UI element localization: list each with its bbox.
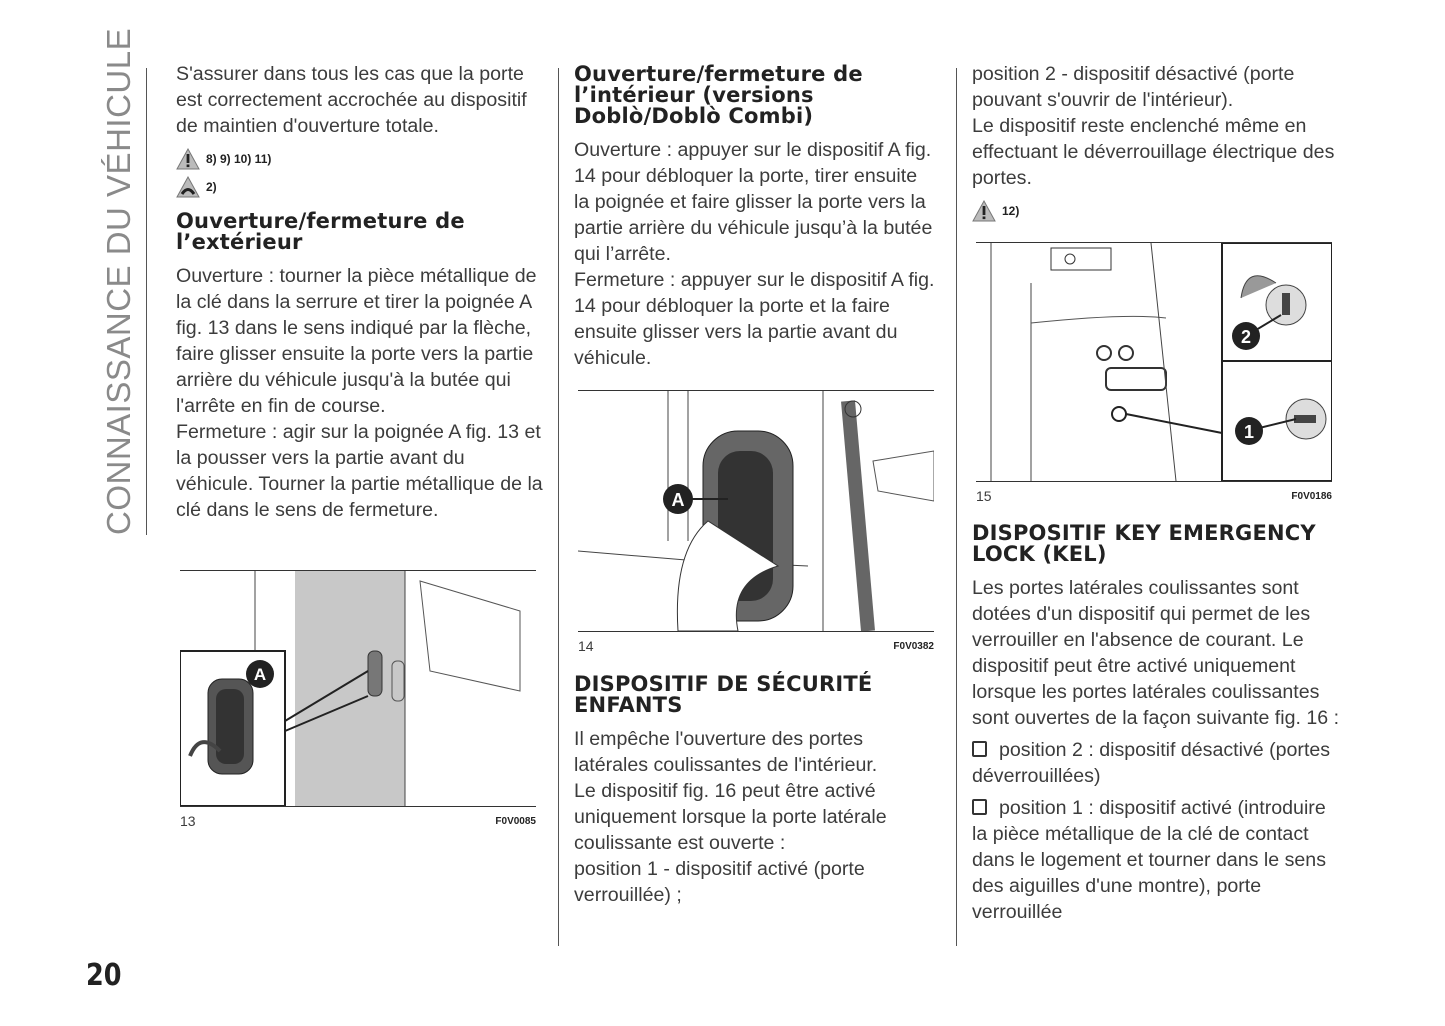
warning-refs: 8) 9) 10) 11) [206,152,272,166]
paragraph-opening: Ouverture : tourner la pièce métallique de la clé dans la serrure et tirer la poignée A fig. 13 dans le sens indiqué par la flèche, faire glisser ensuite la porte vers la partie arrière du véhicule jusqu'à la butée qui l'arrête en fin de course. [176,265,537,417]
checkbox-bullet-icon [972,741,987,757]
heading-kel: DISPOSITIF KEY EMERGENCY LOCK (KEL) [972,521,1316,566]
callout-1: 1 [1243,422,1255,442]
warning-icon [972,200,996,222]
callout-a: A [671,490,685,510]
paragraph-position-1: position 1 - dispositif activé (porte verrouillée) ; [574,858,865,906]
door-handle-illustration [180,571,536,806]
bullet-item [972,795,1340,925]
side-rule [146,68,147,535]
paragraph-closing-interior: Fermeture : appuyer sur le dispositif A fig. 14 pour débloquer la porte et la faire ensuite glisser vers la partie avant du véhicule. [574,269,935,369]
warning-reference [972,197,1337,225]
checkbox-bullet-icon [972,799,987,815]
bullet-item [972,737,1340,789]
paragraph-position-2: position 2 - dispositif désactivé (porte pouvant s'ouvrir de l'intérieur). [972,63,1295,111]
figure-code: F0V0085 [495,815,536,827]
heading-interior: Ouverture/fermeture de l’intérieur (versions Doblò/Doblò Combi) [574,62,863,128]
paragraph-child-safety: Il empêche l'ouverture des portes latérales coulissantes de l'intérieur. [574,728,878,776]
figure-14 [578,390,934,654]
heading-child-safety: DISPOSITIF DE SÉCURITÉ ENFANTS [574,672,873,717]
paragraph-kel: Les portes latérales coulissantes sont dotées d'un dispositif qui permet de les verrouiller en l'absence de courant. Le dispositif peut être activé uniquement lorsque les portes latérales coulissantes sont ouvertes de la façon suivante fig. 16 : [972,577,1340,729]
paragraph-device-engaged: Le dispositif reste enclenché même en effectuant le déverrouillage électrique des portes. [972,115,1335,189]
figure-code: F0V0382 [893,640,934,652]
paragraph-closing: Fermeture : agir sur la poignée A fig. 13 et la pousser vers la partie avant du véhicule. Tourner la partie métallique de la clé dans le sens de fermeture. [176,421,543,521]
column-1 [176,61,544,523]
warning-reference [176,145,544,173]
page-number: 20 [86,958,122,993]
column-divider [956,68,957,946]
bullet-text: position 1 : dispositif activé (introduire la pièce métallique de la clé de contact dans le logement et tourner dans le sens des aiguilles d'une montre), porte verrouillée [972,797,1326,923]
env-refs: 2) [206,180,217,194]
environment-icon [176,176,200,198]
child-lock-illustration [976,243,1332,481]
paragraph-child-safety-device: Le dispositif fig. 16 peut être activé uniquement lorsque la porte latérale coulissante est ouverte : [574,780,887,854]
column-3 [972,61,1337,225]
callout-a: A [253,665,267,684]
figure-number: 14 [578,638,594,654]
section-title-vertical: CONNAISSANCE DU VÉHICULE [100,27,137,535]
paragraph-opening-interior: Ouverture : appuyer sur le dispositif A fig. 14 pour débloquer la porte, tirer ensuite la poignée et faire glisser la porte vers la partie arrière du véhicule jusqu’à la butée qui l’arrête. [574,139,933,265]
column-2-bottom [574,674,936,908]
figure-15 [976,242,1332,504]
callout-2: 2 [1240,327,1252,347]
column-2 [574,64,936,371]
interior-handle-illustration [578,391,934,631]
column-3-bottom [972,523,1340,925]
intro-paragraph: S'assurer dans tous les cas que la porte est correctement accrochée au dispositif de maintien d'ouverture totale. [176,63,527,137]
figure-number: 15 [976,488,992,504]
figure-code: F0V0186 [1291,490,1332,502]
warning-icon [176,148,200,170]
warning-refs: 12) [1002,204,1020,218]
figure-number: 13 [180,813,196,829]
column-divider [558,68,559,946]
environment-reference [176,173,544,201]
heading-exterior: Ouverture/fermeture de l’extérieur [176,209,465,254]
figure-13 [180,570,536,829]
bullet-text: position 2 : dispositif désactivé (portes déverrouillées) [972,739,1331,787]
